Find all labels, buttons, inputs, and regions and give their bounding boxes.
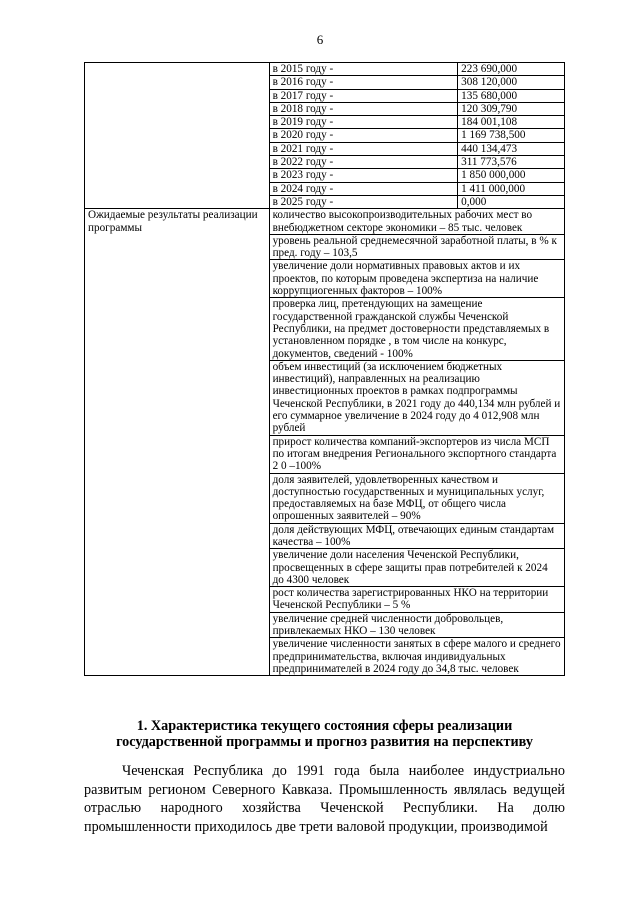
body-text-block (84, 762, 565, 836)
expected-result-item: доля действующих МФЦ, отвечающих единым стандартам качества – 100% (269, 523, 564, 549)
expected-result-item: доля заявителей, удовлетворенных качеством и доступностью государственных и муниципальных услуг, предоставляемых на базе МФЦ, от общего числа опрошенных заявителей – 90% (269, 473, 564, 523)
funding-year: в 2024 году - (269, 182, 458, 195)
section-heading (84, 718, 565, 750)
body-paragraph: Чеченская Республика до 1991 года была наиболее индустриально развитым регионом Северного Кавказа. Промышленность являлась ведущей отраслью народного хозяйства Чеченской Республики. На долю промышленности приходилось две трети валовой продукции, производимой (84, 763, 565, 835)
expected-result-item: количество высокопроизводительных рабочих мест во внебюджетном секторе экономики – 85 тыс. человек (269, 209, 564, 235)
expected-result-row (85, 209, 565, 235)
funding-year: в 2022 году - (269, 156, 458, 169)
funding-amount: 1 411 000,000 (458, 182, 565, 195)
section-heading-line-1: 1. Характеристика текущего состояния сферы реализации (136, 718, 513, 734)
section-heading-line-2: государственной программы и прогноз развития на перспективу (116, 734, 533, 750)
page-number: 6 (316, 32, 324, 47)
expected-result-item: проверка лиц, претендующих на замещение государственной гражданской службы Чеченской Республики, на предмет достоверности представляемых в установленном порядке , в том числе на конкурс, документов, сведений - 100% (269, 298, 564, 360)
funding-year: в 2025 году - (269, 195, 458, 208)
funding-amount: 0,000 (458, 195, 565, 208)
funding-year: в 2016 году - (269, 76, 458, 89)
funding-year: в 2019 году - (269, 116, 458, 129)
funding-amount: 311 773,576 (458, 156, 565, 169)
program-passport-table (84, 62, 565, 676)
expected-result-item: увеличение доли населения Чеченской Республики, просвещенных в сфере защиты прав потребителей к 2024 до 4300 человек (269, 549, 564, 587)
funding-year: в 2020 году - (269, 129, 458, 142)
funding-amount: 223 690,000 (458, 63, 565, 76)
expected-result-item: рост количества зарегистрированных НКО на территории Чеченской Республики – 5 % (269, 587, 564, 613)
funding-amount: 135 680,000 (458, 89, 565, 102)
funding-label-cell (85, 63, 270, 209)
funding-year: в 2017 году - (269, 89, 458, 102)
funding-amount: 440 134,473 (458, 142, 565, 155)
expected-result-item: увеличение средней численности добровольцев, привлекаемых НКО – 130 человек (269, 612, 564, 638)
funding-amount: 120 309,790 (458, 102, 565, 115)
expected-result-item: прирост количества компаний-экспортеров из числа МСП по итогам внедрения Регионального экспортного стандарта 2 0 –100% (269, 435, 564, 473)
expected-result-item: уровень реальной среднемесячной заработной платы, в % к пред. году – 103,5 (269, 234, 564, 260)
funding-amount: 1 850 000,000 (458, 169, 565, 182)
expected-results-label: Ожидаемые результаты реализации программы (85, 209, 270, 676)
expected-result-item: увеличение численности занятых в сфере малого и среднего предпринимательства, включая индивидуальных предпринимателей в 2024 году до 34,8 тыс. человек (269, 638, 564, 676)
funding-amount: 184 001,108 (458, 116, 565, 129)
expected-result-item: увеличение доли нормативных правовых актов и их проектов, по которым проведена экспертиза на наличие коррупциогенных факторов – 100% (269, 260, 564, 298)
funding-row (85, 63, 565, 76)
funding-year: в 2023 году - (269, 169, 458, 182)
funding-amount: 1 169 738,500 (458, 129, 565, 142)
funding-year: в 2018 году - (269, 102, 458, 115)
funding-year: в 2021 году - (269, 142, 458, 155)
funding-year: в 2015 году - (269, 63, 458, 76)
expected-result-item: объем инвестиций (за исключением бюджетных инвестиций), направленных на реализацию инвестиционных проектов в рамках подпрограммы Чеченской Республики, в 2021 году до 440,134 млн рублей и его суммарное увеличение в 2024 году до 4 012,908 млн рублей (269, 360, 564, 435)
funding-amount: 308 120,000 (458, 76, 565, 89)
